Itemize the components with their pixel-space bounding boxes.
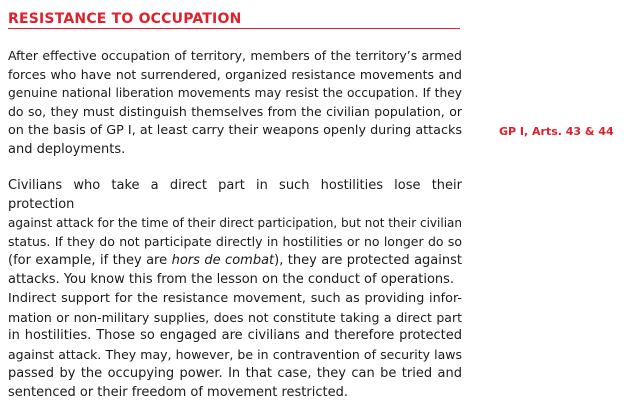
text-line: forces who have not surrendered, organized resistance movements and	[8, 66, 462, 82]
text-line: in hostilities. Those so engaged are civilians and therefore protected	[8, 328, 462, 344]
heading-underline	[8, 28, 460, 29]
paragraph-2	[8, 177, 462, 289]
paragraph-1	[8, 47, 462, 159]
text-line: attacks. You know this from the lesson on the conduct of operations.	[8, 271, 455, 287]
text-segment: ), they are protected against	[274, 252, 462, 268]
text-line: on the basis of GP I, at least carry their weapons openly during attacks	[8, 122, 462, 138]
text-line: do so, they must distinguish themselves from the civilian population, or	[8, 104, 462, 120]
text-segment: (for example, if they are	[8, 252, 172, 268]
text-line: against attack for the time of their direct participation, but not their civilian	[8, 216, 462, 231]
text-line: and deployments.	[8, 141, 126, 157]
text-line: passed by the occupying power. In that case, they can be tried and	[8, 365, 462, 381]
text-line: After effective occupation of territory, members of the territory’s armed	[8, 48, 462, 63]
text-line-with-italic	[8, 252, 462, 271]
text-line: against attack. They may, however, be in contravention of security laws	[8, 347, 462, 363]
paragraph-3	[8, 290, 462, 402]
text-line: Civilians who take a direct part in such hostilities lose their protection	[8, 178, 462, 212]
text-line: Indirect support for the resistance movement, such as providing infor-	[8, 291, 462, 306]
text-line: sentenced or their freedom of movement restricted.	[8, 384, 348, 400]
text-line: status. If they do not participate directly in hostilities or no longer do so	[8, 234, 462, 250]
margin-reference: GP I, Arts. 43 & 44	[499, 125, 614, 138]
text-line: genuine national liberation movements may resist the occupation. If they	[8, 86, 462, 101]
section-heading: RESISTANCE TO OCCUPATION	[8, 11, 242, 27]
text-line: mation or non-military supplies, does not constitute taking a direct part	[8, 309, 462, 325]
italic-term: hors de combat	[171, 252, 275, 268]
